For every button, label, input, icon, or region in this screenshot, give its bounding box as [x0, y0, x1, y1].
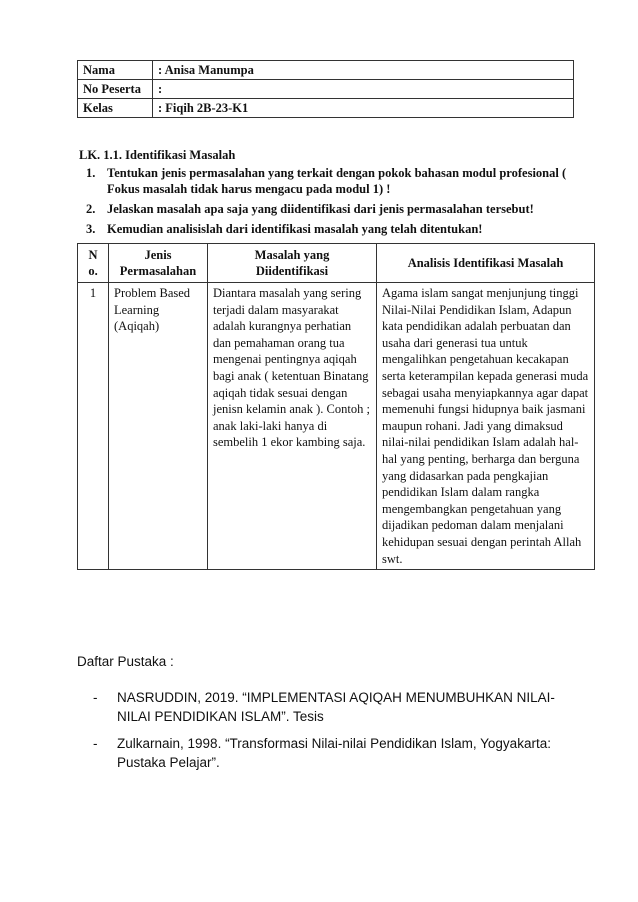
nama-label: Nama [78, 61, 153, 80]
kelas-label: Kelas [78, 99, 153, 118]
list-dash: - [93, 690, 98, 705]
header-masalah-line1: Masalah yang [254, 248, 330, 262]
problem-analysis-table [77, 243, 595, 570]
bibliography-item [93, 688, 563, 726]
instruction-item [86, 221, 586, 237]
nama-value: : Anisa Manumpa [153, 61, 574, 80]
header-no [78, 244, 109, 283]
bibliography-list [93, 688, 563, 780]
header-jenis-line1: Jenis [144, 248, 172, 262]
no-peserta-label: No Peserta [78, 80, 153, 99]
instruction-text: Kemudian analisislah dari identifikasi masalah yang telah ditentukan! [107, 222, 483, 236]
header-jenis-line2: Permasalahan [119, 264, 197, 278]
lk-heading: LK. 1.1. Identifikasi Masalah [79, 148, 236, 162]
bibliography-text: NASRUDDIN, 2019. “IMPLEMENTASI AQIQAH MENUMBUHKAN NILAI-NILAI PENDIDIKAN ISLAM”. Tesis [117, 690, 555, 724]
bibliography-title: Daftar Pustaka : [77, 654, 174, 669]
identity-row-no-peserta [78, 80, 574, 99]
instruction-item [86, 201, 586, 217]
row-masalah: Diantara masalah yang sering terjadi dalam masyarakat adalah kurangnya perhatian dan pemahaman orang tua mengenai pentingnya aqiqah bagi anak ( ketentuan Binatang aqiqah tidak sesuai dengan jenisn kelamin anak ). Contoh ; anak laki-laki hanya di sembelih 1 ekor kambing saja. [208, 283, 377, 570]
instruction-number: 2. [86, 202, 96, 216]
identity-row-nama [78, 61, 574, 80]
identity-table [77, 60, 574, 118]
header-no-line1: N [88, 248, 98, 262]
instruction-number: 1. [86, 166, 96, 180]
table-header-row [78, 244, 595, 283]
instruction-text: Tentukan jenis permasalahan yang terkait dengan pokok bahasan modul profesional ( Fokus masalah tidak harus mengacu pada modul 1) ! [107, 166, 567, 196]
header-masalah [208, 244, 377, 283]
identity-row-kelas [78, 99, 574, 118]
header-no-line2: o. [88, 264, 98, 278]
bibliography-text: Zulkarnain, 1998. “Transformasi Nilai-nilai Pendidikan Islam, Yogyakarta: Pustaka Pelajar”. [117, 736, 551, 770]
table-row [78, 283, 595, 570]
row-jenis: Problem Based Learning (Aqiqah) [109, 283, 208, 570]
header-jenis [109, 244, 208, 283]
bibliography-item [93, 734, 563, 772]
kelas-value: : Fiqih 2B-23-K1 [153, 99, 574, 118]
instruction-item [86, 165, 586, 197]
row-analisis: Agama islam sangat menjunjung tinggi Nilai-Nilai Pendidikan Islam, Adapun kata pendidikan adalah perbuatan dan usaha dari generasi tua untuk mengalihkan pengetahuan kecakapan serta keterampilan kepada generasi muda sebagai usaha menyiapkannya agar dapat memenuhi fungsi hidupnya baik jasmani maupun rohani. Jadi yang dimaksud nilai-nilai pendidikan Islam adalah hal-hal yang penting, berharga dan berguna yang didasarkan pada pengkajian pendidikan Islam dalam rangka mengembangkan pengetahuan yang dijadikan pedoman dalam menjalani kehidupan sesuai dengan perintah Allah swt. [377, 283, 595, 570]
instruction-list [86, 165, 586, 241]
header-masalah-line2: Diidentifikasi [255, 264, 329, 278]
list-dash: - [93, 736, 98, 751]
instruction-number: 3. [86, 222, 96, 236]
no-peserta-value: : [153, 80, 574, 99]
row-no: 1 [78, 283, 109, 570]
instruction-text: Jelaskan masalah apa saja yang diidentifikasi dari jenis permasalahan tersebut! [107, 202, 534, 216]
header-analisis: Analisis Identifikasi Masalah [377, 244, 595, 283]
